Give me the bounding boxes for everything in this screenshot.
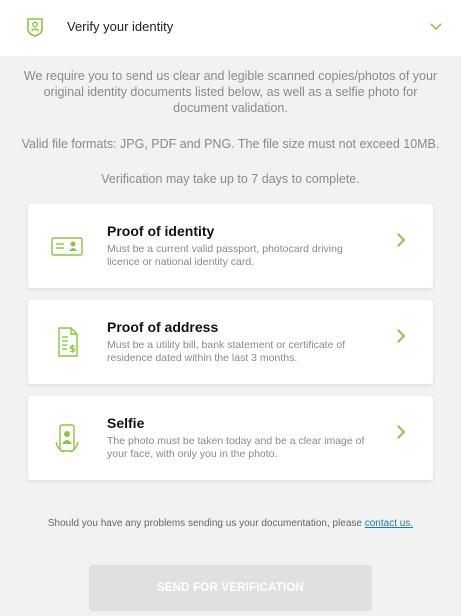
card-title: Proof of identity bbox=[107, 223, 215, 239]
selfie-card[interactable] bbox=[28, 396, 433, 480]
send-for-verification-button[interactable]: SEND FOR VERIFICATION bbox=[89, 565, 372, 611]
card-title: Selfie bbox=[107, 415, 145, 431]
card-description: The photo must be taken today and be a clear image of your face, with only you in the photo. bbox=[107, 435, 365, 460]
requirement-text: We require you to send us clear and legible scanned copies/photos of your original identity documents listed below, as well as a selfie photo for document validation. bbox=[23, 69, 438, 115]
chevron-right-icon[interactable] bbox=[396, 232, 406, 248]
file-format-text: Valid file formats: JPG, PDF and PNG. The file size must not exceed 10MB. bbox=[21, 137, 440, 151]
verification-time-text: Verification may take up to 7 days to complete. bbox=[101, 172, 360, 186]
card-description: Must be a current valid passport, photocard driving licence or national identity card. bbox=[107, 243, 343, 268]
proof-of-address-card[interactable] bbox=[28, 300, 433, 384]
document-icon bbox=[50, 324, 84, 360]
chevron-right-icon[interactable] bbox=[396, 424, 406, 440]
svg-text:$: $ bbox=[69, 344, 76, 355]
card-description: Must be a utility bill, bank statement or certificate of residence dated within the last 3 months. bbox=[107, 339, 346, 364]
chevron-down-icon[interactable] bbox=[430, 22, 442, 32]
proof-of-identity-card[interactable] bbox=[28, 204, 433, 288]
support-note-text: Should you have any problems sending us your documentation, please bbox=[47, 518, 362, 529]
shield-user-icon bbox=[26, 17, 44, 37]
id-card-icon bbox=[50, 228, 84, 264]
identity-header[interactable] bbox=[0, 0, 461, 56]
chevron-right-icon[interactable] bbox=[396, 328, 406, 344]
contact-us-link[interactable]: contact us. bbox=[364, 518, 414, 529]
support-note bbox=[40, 517, 421, 531]
selfie-icon bbox=[50, 420, 84, 456]
header-title: Verify your identity bbox=[67, 19, 174, 34]
card-title: Proof of address bbox=[107, 319, 219, 335]
